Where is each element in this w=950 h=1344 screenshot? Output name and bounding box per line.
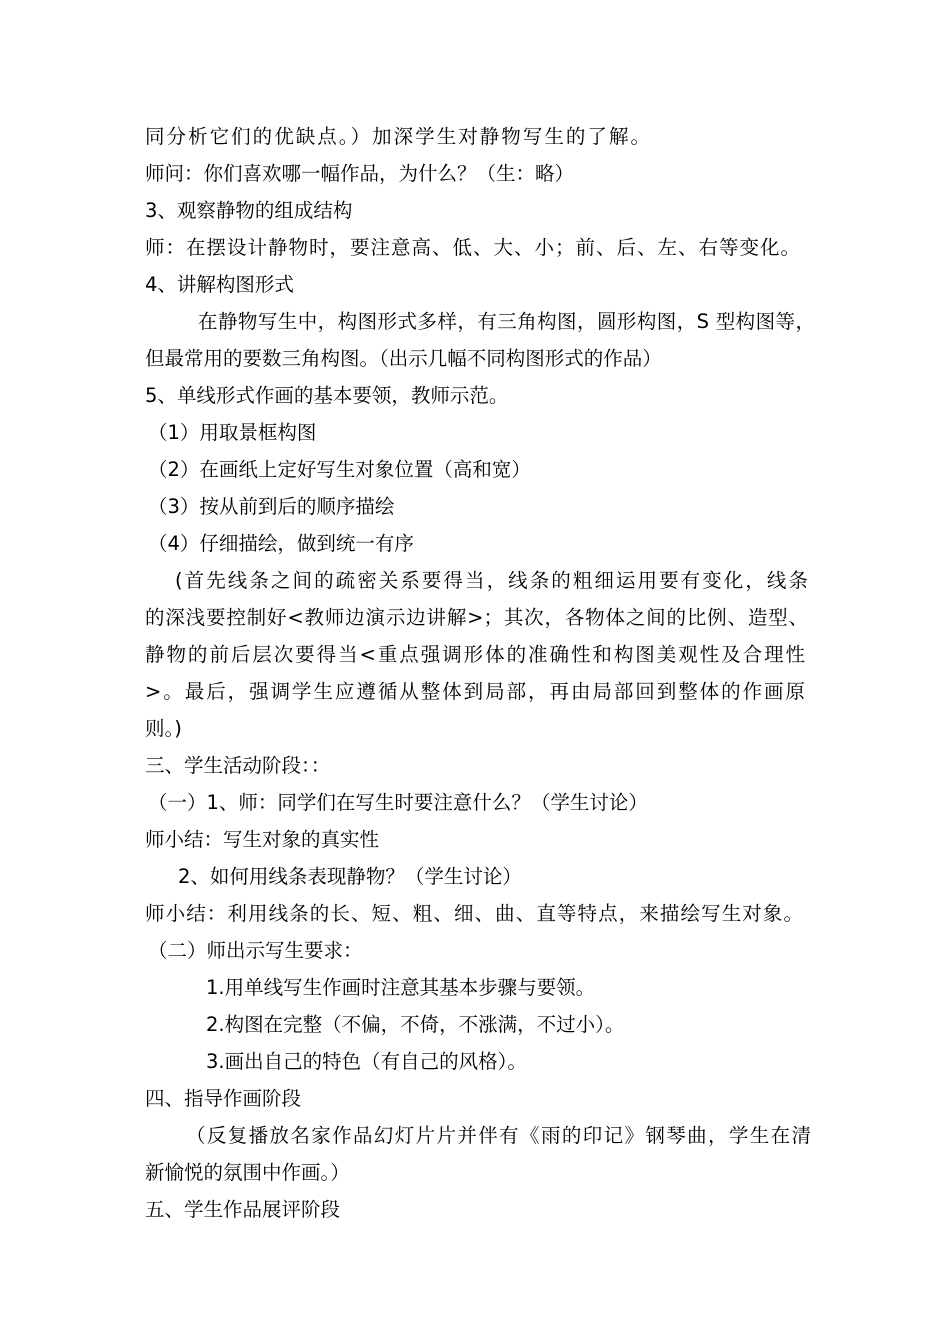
text-line: 的深浅要控制好<教师边演示边讲解>；其次，各物体之间的比例、造型、: [145, 606, 808, 629]
list-item: （2）在画纸上定好写生对象位置（高和宽）: [148, 458, 531, 481]
section-heading: 3、观察静物的组成结构: [145, 199, 353, 222]
text-line: 2、如何用线条表现静物？（学生讨论）: [178, 865, 522, 888]
text-line: 师小结：利用线条的长、短、粗、细、曲、直等特点，来描绘写生对象。: [145, 902, 803, 925]
text-line: 则。): [145, 717, 182, 740]
text-line: 新愉悦的氛围中作画。）: [145, 1161, 350, 1184]
text-line: 同分析它们的优缺点。）加深学生对静物写生的了解。: [145, 125, 650, 148]
list-item: （3）按从前到后的顺序描绘: [148, 495, 395, 518]
text-line: （一）1、师：同学们在写生时要注意什么？（学生讨论）: [148, 791, 648, 814]
text-line: 师问：你们喜欢哪一幅作品，为什么？（生：略）: [145, 162, 575, 185]
section-heading: 三、学生活动阶段：：: [145, 754, 331, 777]
section-heading: 五、学生作品展评阶段: [145, 1198, 341, 1221]
text-line: >。最后，强调学生应遵循从整体到局部，再由局部回到整体的作画原: [145, 680, 805, 703]
text-line: 静物的前后层次要得当<重点强调形体的准确性和构图美观性及合理性: [145, 643, 805, 666]
list-item: （1）用取景框构图: [148, 421, 317, 444]
section-heading: 4、讲解构图形式: [145, 273, 294, 296]
text-line: 但最常用的要数三角构图。（出示几幅不同构图形式的作品）: [145, 347, 662, 370]
section-heading: 四、指导作画阶段: [145, 1087, 302, 1110]
list-item: 2.构图在完整（不偏，不倚，不涨满，不过小）。: [206, 1013, 625, 1036]
text-line: 师小结：写生对象的真实性: [145, 828, 380, 851]
list-item: 3.画出自己的特色（有自己的风格）。: [206, 1050, 527, 1073]
text-line: (首先线条之间的疏密关系要得当，线条的粗细运用要有变化，线条: [175, 569, 808, 592]
text-line: （二）师出示写生要求：: [148, 939, 363, 962]
list-item: （4）仔细描绘，做到统一有序: [148, 532, 414, 555]
section-heading: 5、单线形式作画的基本要领，教师示范。: [145, 384, 509, 407]
text-line: 在静物写生中，构图形式多样，有三角构图，圆形构图，S 型构图等，: [198, 310, 815, 333]
list-item: 1.用单线写生作画时注意其基本步骤与要领。: [206, 976, 596, 999]
text-line: （反复播放名家作品幻灯片片并伴有《雨的印记》钢琴曲，学生在清: [186, 1124, 811, 1147]
text-line: 师：在摆设计静物时，要注意高、低、大、小；前、后、左、右等变化。: [145, 236, 800, 259]
